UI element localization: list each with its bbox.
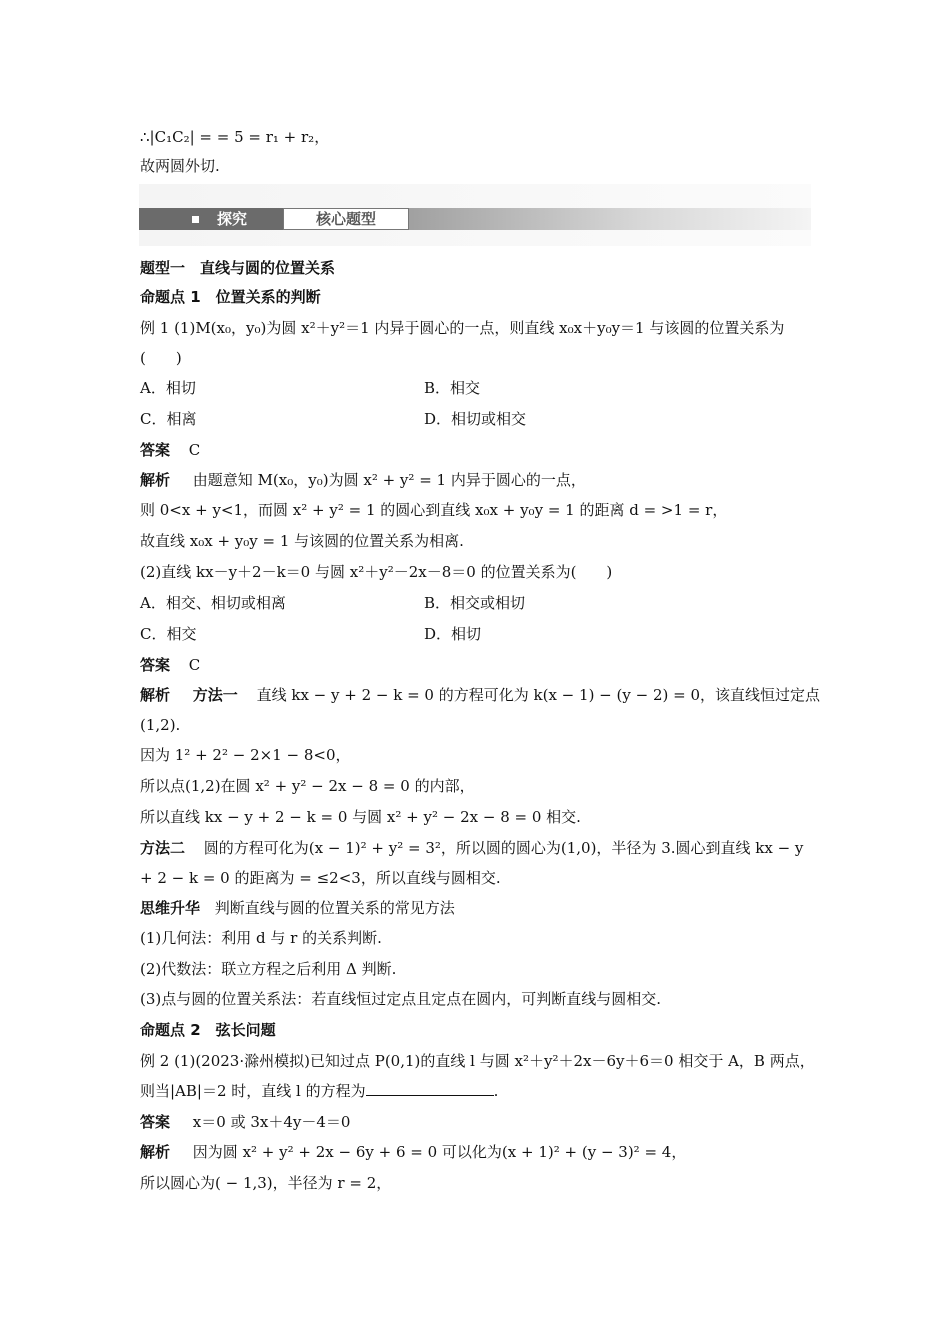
summary-heading [140,898,810,918]
solution-line [140,1142,810,1162]
solution-label: 解析 [140,686,171,704]
answer-label: 答案 [140,441,171,459]
section-banner [139,184,811,246]
answer-label: 答案 [140,1113,171,1131]
solution-text: 因为圆 x² + y² + 2x − 6y + 6 = 0 可以化为(x + 1)² + (y − 3)² = 4， [192,1143,687,1161]
question-text-end: . [493,1082,499,1100]
option-c: C．相交 [140,625,197,643]
solution-line [140,685,820,705]
question-text: 例 1 (1)M(x₀，y₀)为圆 x²＋y²＝1 内异于圆心的一点，则直线 x₀x＋y₀y＝1 与该圆的位置关系为 [140,319,785,337]
section-heading: 题型一 直线与圆的位置关系 [140,259,336,277]
solution-label: 解析 [140,471,171,489]
answer-value: C [188,441,201,459]
fill-in-blank [366,1081,494,1096]
solution-text: 则 0<x + y<1，而圆 x² + y² = 1 的圆心到直线 x₀x + y₀y = 1 的距离 d = >1 = r， [140,501,728,519]
square-bullet-icon [192,216,199,223]
question-text-line2 [140,1081,810,1101]
text-line: ∴|C₁C₂| = = 5 = r₁ + r₂， [140,128,330,146]
question-paren: ( ) [140,349,182,367]
solution-text: 因为 1² + 2² − 2×1 − 8<0， [140,746,351,764]
solution-text: (1,2). [140,716,181,734]
solution-text: 所以点(1,2)在圆 x² + y² − 2x − 8 = 0 的内部， [140,777,475,795]
text-line: 故两圆外切. [140,157,220,175]
summary-title: 判断直线与圆的位置关系的常见方法 [214,899,455,917]
method-label: 方法一 [192,686,238,704]
option-d: D．相切或相交 [424,410,527,428]
summary-item: (3)点与圆的位置关系法：若直线恒过定点且定点在圆内，可判断直线与圆相交. [140,990,662,1008]
question-text: 则当|AB|＝2 时，直线 l 的方程为 [140,1082,366,1100]
summary-label: 思维升华 [140,899,201,917]
solution-text: 由题意知 M(x₀，y₀)为圆 x² + y² = 1 内异于圆心的一点， [192,471,586,489]
solution-text: 圆的方程可化为(x − 1)² + y² = 3²，所以圆的圆心为(1,0)，半径为 3.圆心到直线 kx − y [203,839,804,857]
solution-line [140,470,810,490]
answer-value: C [188,656,201,674]
answer-label: 答案 [140,656,171,674]
solution-text: 直线 kx − y + 2 − k = 0 的方程可化为 k(x − 1) − (y − 2) = 0，该直线恒过定点 [256,686,820,704]
option-b: B．相交或相切 [424,594,526,612]
answer-line [140,440,810,460]
sub-heading: 命题点 1 位置关系的判断 [140,288,321,306]
solution-label: 解析 [140,1143,171,1161]
question-text: 例 2 (1)(2023·滁州模拟)已知过点 P(0,1)的直线 l 与圆 x²＋y²＋2x－6y＋6＝0 相交于 A，B 两点， [140,1052,815,1070]
method-label: 方法二 [140,839,186,857]
solution-text: + 2 − k = 0 的距离为 = ≤2<3，所以直线与圆相交. [140,869,501,887]
option-a: A．相切 [140,379,196,397]
solution-text: 所以直线 kx − y + 2 − k = 0 与圆 x² + y² − 2x − 8 = 0 相交. [140,808,581,826]
solution-text: 所以圆心为( − 1,3)，半径为 r = 2， [140,1174,392,1192]
sub-heading: 命题点 2 弦长问题 [140,1021,276,1039]
summary-item: (1)几何法：利用 d 与 r 的关系判断. [140,929,382,947]
option-b: B．相交 [424,379,481,397]
answer-value: x＝0 或 3x＋4y－4＝0 [192,1113,351,1131]
summary-item: (2)代数法：联立方程之后利用 Δ 判断. [140,960,397,978]
option-d: D．相切 [424,625,482,643]
option-a: A．相交、相切或相离 [140,594,286,612]
banner-label-right: 核心题型 [283,208,409,230]
solution-text: 故直线 x₀x + y₀y = 1 与该圆的位置关系为相离. [140,532,464,550]
answer-line [140,1112,810,1132]
banner-label-left [139,208,283,230]
answer-line [140,655,810,675]
solution-line [140,838,810,858]
banner-left-text: 探究 [217,210,248,228]
option-c: C．相离 [140,410,197,428]
question-text: (2)直线 kx－y＋2－k＝0 与圆 x²＋y²－2x－8＝0 的位置关系为( ) [140,563,613,581]
